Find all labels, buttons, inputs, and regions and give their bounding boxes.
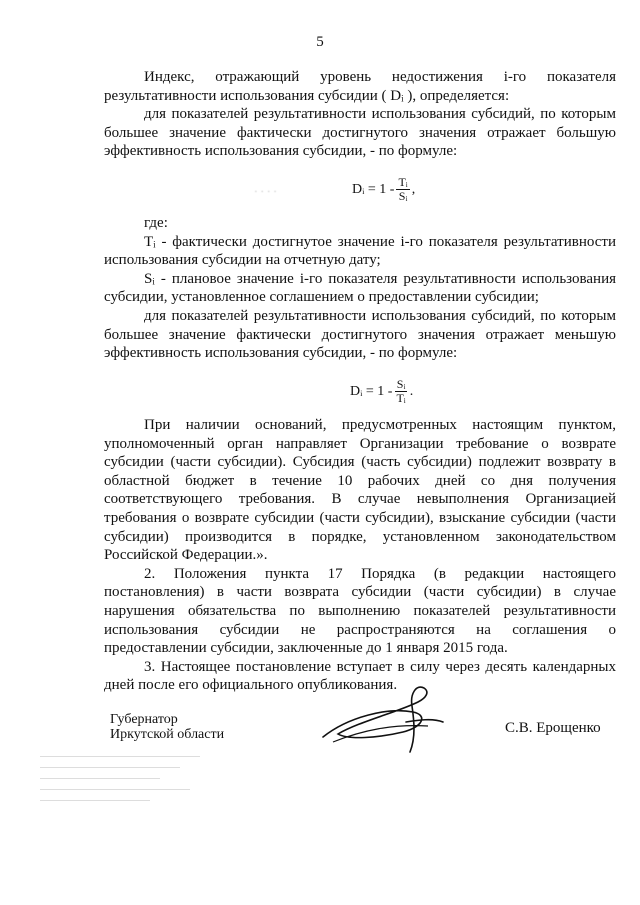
t-definition: Tᵢ - фактически достигнутое значение i-го показателя результативности использования субсидии на отчетную дату; [104, 233, 616, 269]
paragraph-4: При наличии оснований, предусмотренных настоящим пунктом, уполномоченный орган направляет Организации требование о возврате субсидии (части субсидии). Субсидия (часть субсидии) подлежит возврату в областной бюджет в течение 10 рабочих дней со дня получения соответствующего требования. В случае невыполнения Организацией требования о возврате субсидии (части субсидии), взыскание субсидии (части субсидии) производится в порядке, установленном законодательством Российской Федерации.». [104, 417, 616, 564]
formula-2 [350, 378, 413, 405]
formula-1-lhs: Dᵢ = 1 - [352, 181, 395, 197]
formula-1-numerator: Tᵢ [398, 175, 408, 189]
signatory-title-line-1: Губернатор [110, 712, 178, 727]
s-definition: Sᵢ - плановое значение i-го показателя результативности использования субсидии, установленное соглашением о предоставлении субсидии; [104, 270, 616, 306]
formula-2-denominator: Tᵢ [396, 391, 406, 405]
handwritten-signature [318, 682, 448, 762]
definitions-block [104, 214, 616, 363]
signatory-title-line-2: Иркутской области [110, 727, 225, 742]
faint-mark: · · · · [254, 186, 277, 198]
paragraph-index-definition [104, 68, 616, 161]
signatory-title [110, 712, 224, 742]
faint-stamp-area [40, 756, 210, 826]
formula-1 [352, 176, 415, 203]
formula-2-lhs: Dᵢ = 1 - [350, 383, 393, 399]
paragraph-3: для показателей результативности использования субсидий, по которым большее значение фактически достигнутого значения отражает меньшую эффективность использования субсидии, - по формуле: [104, 307, 616, 362]
formula-1-denominator: Sᵢ [398, 189, 408, 203]
paragraph-2: для показателей результативности использования субсидий, по которым большее значение фактически достигнутого значения отражает большую эффективность использования субсидии, - по формуле: [104, 106, 616, 160]
formula-2-numerator: Sᵢ [396, 377, 406, 391]
formula-1-tail: , [411, 181, 416, 197]
formula-2-fraction [394, 378, 407, 405]
formula-1-fraction [396, 176, 409, 203]
paragraph-6: 3. Настоящее постановление вступает в силу через десять календарных дней после его официального опубликования. [104, 658, 616, 694]
signatory-name: С.В. Ерощенко [505, 720, 601, 736]
formula-2-tail: . [409, 383, 414, 399]
paragraph-1: Индекс, отражающий уровень недостижения i-го показателя результативности использования субсидии ( Dᵢ ), определяется: [104, 69, 616, 104]
page-number: 5 [316, 34, 324, 50]
closing-paragraphs [104, 416, 616, 695]
paragraph-5: 2. Положения пункта 17 Порядка (в редакции настоящего постановления) в части возврата субсидии (части субсидии) в случае нарушения обязательства по выполнению показателей результативности использования субсидии не распространяются на соглашения о предоставлении субсидии, заключенные до 1 января 2015 года. [104, 565, 616, 657]
where-label: где: [144, 215, 168, 231]
